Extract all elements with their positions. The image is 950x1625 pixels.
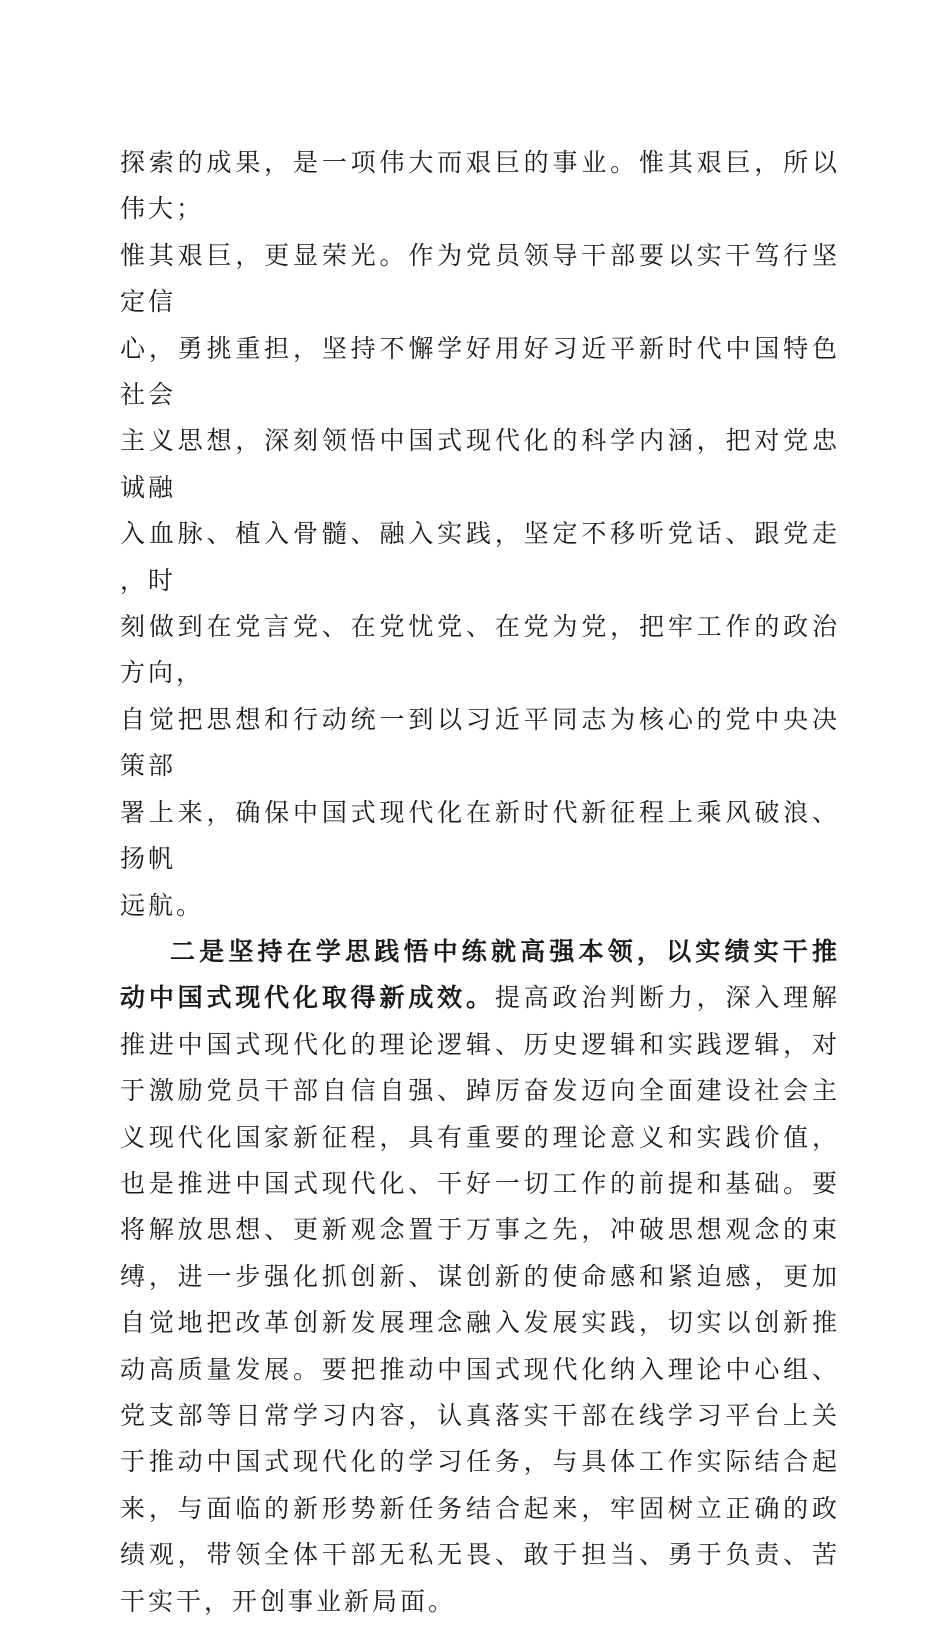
paragraph-line: 心，勇挑重担，坚持不懈学好用好习近平新时代中国特色社会: [120, 333, 840, 410]
paragraph-lead-sentence: 二是坚持在学思践悟中练就高强本领，以实绩实干推动中国式现代化取得新成效。: [120, 936, 840, 1013]
paragraph-line: 自觉把思想和行动统一到以习近平同志为核心的党中央决策部: [120, 704, 840, 781]
paragraph-line: 入血脉、植入骨髓、融入实践，坚定不移听党话、跟党走，时: [120, 519, 840, 595]
paragraph-continued: [120, 140, 840, 929]
paragraph-body-text: 提高政治判断力，深入理解推进中国式现代化的理论逻辑、历史逻辑和实践逻辑，对于激励党员干部自信自强、踔厉奋发迈向全面建设社会主义现代化国家新征程，具有重要的理论意义和实践价值，也是推进中国式现代化、干好一切工作的前提和基础。要将解放思想、更新观念置于万事之先，冲破思想观念的束缚，进一步强化抓创新、谋创新的使命感和紧迫感，更加自觉地把改革创新发展理念融入发展实践，切实以创新推动高质量发展。要把推动中国式现代化纳入理论中心组、党支部等日常学习内容，认真落实干部在线学习平台上关于推动中国式现代化的学习任务，与具体工作实际结合起来，与面临的新形势新任务结合起来，牢固树立正确的政绩观，带领全体干部无私无畏、敢于担当、勇于负责、苦干实干，开创事业新局面。: [120, 983, 840, 1616]
document-body: [120, 140, 840, 1625]
paragraph-point-two: [120, 929, 840, 1625]
paragraph-line: 刻做到在党言党、在党忧党、在党为党，把牢工作的政治方向，: [120, 612, 840, 688]
paragraph-line: 署上来，确保中国式现代化在新时代新征程上乘风破浪、扬帆: [120, 797, 840, 874]
paragraph-line: 远航。: [120, 890, 205, 920]
paragraph-line: 惟其艰巨，更显荣光。作为党员领导干部要以实干笃行坚定信: [120, 240, 840, 317]
paragraph-line: 主义思想，深刻领悟中国式现代化的科学内涵，把对党忠诚融: [120, 426, 840, 502]
paragraph-line: 探索的成果，是一项伟大而艰巨的事业。惟其艰巨，所以伟大；: [120, 148, 840, 224]
